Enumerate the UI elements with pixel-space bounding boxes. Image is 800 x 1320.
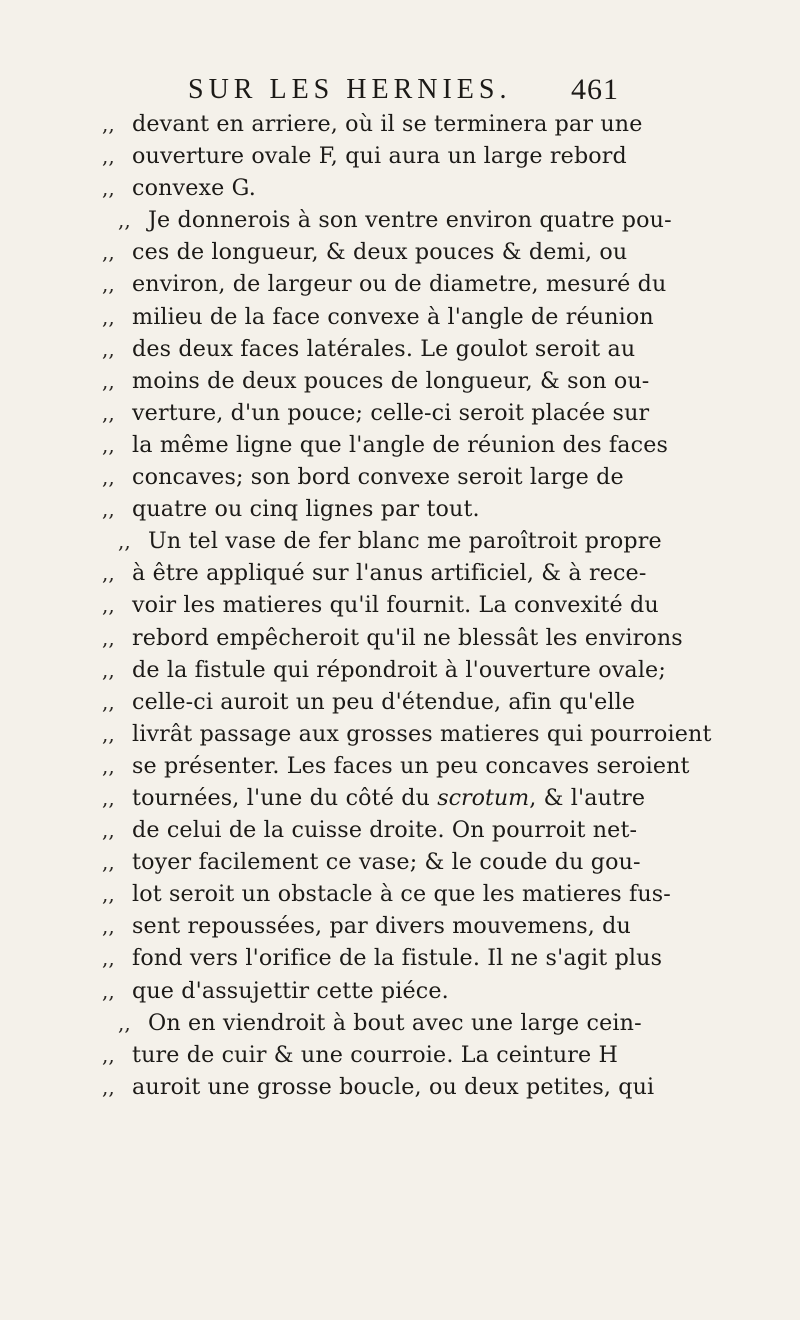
quotation-mark: ,, xyxy=(102,497,115,522)
text-line xyxy=(102,268,792,300)
text-line xyxy=(102,750,792,782)
line-text: verture, d'un pouce; celle-ci seroit placée sur xyxy=(132,399,650,426)
text-line xyxy=(102,493,792,525)
text-line xyxy=(102,878,792,910)
line-text: ture de cuir & une courroie. La ceinture H xyxy=(132,1041,618,1068)
quotation-mark: ,, xyxy=(118,1010,131,1035)
line-text: Je donnerois à son ventre environ quatre pou- xyxy=(148,207,672,234)
quotation-mark: ,, xyxy=(102,978,115,1003)
line-text: lot seroit un obstacle à ce que les matieres fus- xyxy=(132,881,671,908)
text-line xyxy=(102,718,792,750)
line-text: convexe G. xyxy=(132,175,256,202)
text-line xyxy=(102,1039,792,1071)
line-text-continued: , & l'autre xyxy=(529,784,646,811)
quotation-mark: ,, xyxy=(102,914,115,939)
quotation-mark: ,, xyxy=(102,625,115,650)
page-number: 461 xyxy=(571,73,619,106)
quotation-mark: ,, xyxy=(102,465,115,490)
quotation-mark: ,, xyxy=(102,721,115,746)
text-line xyxy=(102,814,792,846)
line-text: toyer facilement ce vase; & le coude du gou- xyxy=(132,849,641,876)
line-text: moins de deux pouces de longueur, & son ou- xyxy=(132,367,650,394)
text-line xyxy=(102,942,792,974)
text-line xyxy=(102,108,792,140)
text-line xyxy=(102,236,792,268)
line-text: rebord empêcheroit qu'il ne blessât les environs xyxy=(132,624,683,651)
text-line xyxy=(102,172,792,204)
text-line xyxy=(102,557,792,589)
text-line xyxy=(102,1071,792,1103)
text-line xyxy=(102,654,792,686)
text-line xyxy=(102,686,792,718)
quotation-mark: ,, xyxy=(102,432,115,457)
quotation-mark: ,, xyxy=(102,240,115,265)
line-text: tournées, l'une du côté du xyxy=(132,784,438,811)
line-text: se présenter. Les faces un peu concaves seroient xyxy=(132,752,690,779)
line-text: On en viendroit à bout avec une large cein- xyxy=(148,1009,642,1036)
line-text: des deux faces latérales. Le goulot seroit au xyxy=(132,335,636,362)
quotation-mark: ,, xyxy=(102,1042,115,1067)
italic-word: scrotum xyxy=(437,784,530,811)
text-line xyxy=(102,333,792,365)
line-text: de celui de la cuisse droite. On pourroit net- xyxy=(132,817,638,844)
line-text: livrât passage aux grosses matieres qui pourroient xyxy=(132,720,712,747)
text-line xyxy=(102,589,792,621)
text-line xyxy=(102,140,792,172)
quotation-mark: ,, xyxy=(102,561,115,586)
quotation-mark: ,, xyxy=(102,689,115,714)
text-line xyxy=(102,429,792,461)
line-text: ces de longueur, & deux pouces & demi, ou xyxy=(132,239,628,266)
line-text: auroit une grosse boucle, ou deux petites, qui xyxy=(132,1073,655,1100)
line-text: devant en arriere, où il se terminera par une xyxy=(132,111,643,137)
quotation-mark: ,, xyxy=(102,304,115,329)
text-line xyxy=(102,365,792,397)
line-text: concaves; son bord convexe seroit large de xyxy=(132,464,624,491)
quotation-mark: ,, xyxy=(102,818,115,843)
quotation-mark: ,, xyxy=(102,1074,115,1099)
line-text: la même ligne que l'angle de réunion des faces xyxy=(132,431,669,458)
quotation-mark: ,, xyxy=(102,368,115,393)
quotation-mark: ,, xyxy=(102,882,115,907)
quotation-mark: ,, xyxy=(102,176,115,201)
quotation-mark: ,, xyxy=(102,112,115,136)
line-text: environ, de largeur ou de diametre, mesuré du xyxy=(132,271,667,298)
line-text: quatre ou cinq lignes par tout. xyxy=(132,496,480,523)
page-header xyxy=(188,70,688,110)
quotation-mark: ,, xyxy=(102,850,115,875)
quotation-mark: ,, xyxy=(118,208,131,233)
text-line xyxy=(102,204,792,236)
text-line xyxy=(102,461,792,493)
quotation-mark: ,, xyxy=(102,144,115,169)
text-line xyxy=(102,1007,792,1039)
text-line xyxy=(102,301,792,333)
line-text: que d'assujettir cette piéce. xyxy=(132,977,449,1004)
line-text: fond vers l'orifice de la fistule. Il ne s'agit plus xyxy=(132,945,663,972)
text-line xyxy=(102,397,792,429)
running-title: SUR LES HERNIES. xyxy=(188,74,512,105)
quotation-mark: ,, xyxy=(118,529,131,554)
quotation-mark: ,, xyxy=(102,400,115,425)
quotation-mark: ,, xyxy=(102,593,115,618)
quotation-mark: ,, xyxy=(102,753,115,778)
body-text xyxy=(102,108,792,1103)
line-text: sent repoussées, par divers mouvemens, du xyxy=(132,913,631,940)
line-text: voir les matieres qu'il fournit. La convexité du xyxy=(132,592,659,619)
text-line xyxy=(102,525,792,557)
line-text: de la fistule qui répondroit à l'ouverture ovale; xyxy=(132,656,666,683)
line-text: Un tel vase de fer blanc me paroîtroit propre xyxy=(148,528,662,555)
quotation-mark: ,, xyxy=(102,657,115,682)
text-line xyxy=(102,910,792,942)
line-text: celle-ci auroit un peu d'étendue, afin qu'elle xyxy=(132,688,636,715)
quotation-mark: ,, xyxy=(102,336,115,361)
text-line xyxy=(102,622,792,654)
text-line xyxy=(102,975,792,1007)
text-line xyxy=(102,782,792,814)
quotation-mark: ,, xyxy=(102,272,115,297)
quotation-mark: ,, xyxy=(102,946,115,971)
line-text: à être appliqué sur l'anus artificiel, & à rece- xyxy=(132,560,647,587)
quotation-mark: ,, xyxy=(102,785,115,810)
text-line xyxy=(102,846,792,878)
line-text: ouverture ovale F, qui aura un large rebord xyxy=(132,143,627,170)
line-text: milieu de la face convexe à l'angle de réunion xyxy=(132,303,654,330)
